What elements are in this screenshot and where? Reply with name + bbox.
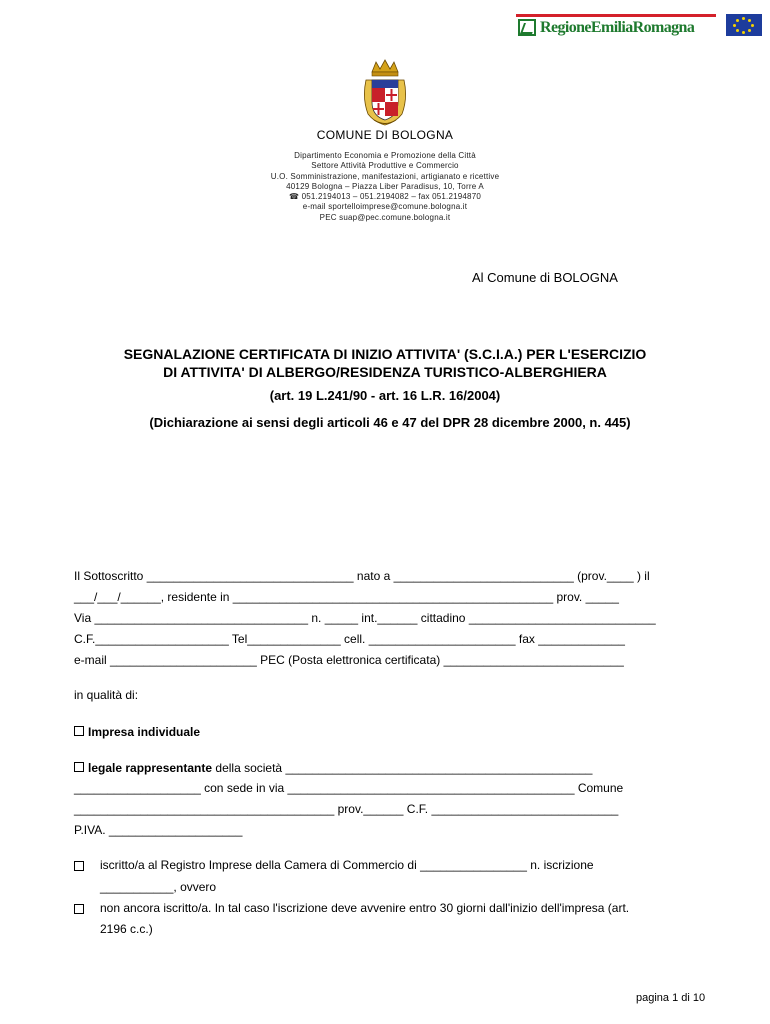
document-title-line2: DI ATTIVITA' DI ALBERGO/RESIDENZA TURISTICO-ALBERGHIERA	[163, 364, 607, 380]
company-name-field[interactable]: della società ______________________________________________	[212, 761, 593, 775]
form-line-company-fiscal[interactable]: _______________________________________ prov.______ C.F. ____________________________	[74, 802, 619, 816]
form-line-contacts[interactable]: C.F.____________________ Tel______________ cell. ______________________ fax _____________	[74, 632, 625, 646]
recipient: Al Comune di BOLOGNA	[472, 270, 618, 285]
checkbox-not-registered[interactable]	[74, 904, 84, 914]
eu-flag-icon	[726, 14, 762, 36]
dept-line: 40129 Bologna – Piazza Liber Paradisus, 10, Torre A	[286, 181, 484, 191]
checkbox-registered[interactable]	[74, 861, 84, 871]
document-title-line1: SEGNALAZIONE CERTIFICATA DI INIZIO ATTIVITA' (S.C.I.A.) PER L'ESERCIZIO	[123, 346, 647, 362]
form-line-email-pec[interactable]: e-mail ______________________ PEC (Posta elettronica certificata) ___________________________	[74, 653, 624, 667]
form-line-piva[interactable]: P.IVA. ____________________	[74, 823, 243, 837]
department-address-block	[230, 151, 540, 223]
dept-line: Dipartimento Economia e Promozione della Città	[294, 151, 476, 160]
option-registered-line1[interactable]: iscritto/a al Registro Imprese della Camera di Commercio di ________________ n. iscrizione	[100, 858, 594, 872]
dept-line: Settore Attività Produttive e Commercio	[311, 161, 459, 171]
option-individual-business-label: Impresa individuale	[88, 725, 201, 739]
declaration-reference: (Dichiarazione ai sensi degli articoli 46 e 47 del DPR 28 dicembre 2000, n. 445)	[149, 415, 631, 430]
page-number: pagina 1 di 10	[636, 992, 706, 1004]
form-line-address[interactable]: Via ________________________________ n. _____ int.______ cittadino ____________________________	[74, 611, 656, 625]
form-line-company-seat[interactable]: ___________________ con sede in via ___________________________________________ Comune	[74, 781, 624, 795]
checkbox-legal-representative[interactable]	[74, 762, 84, 772]
checkbox-individual-business[interactable]	[74, 726, 84, 736]
option-legal-representative[interactable]	[74, 761, 592, 775]
law-reference: (art. 19 L.241/90 - art. 16 L.R. 16/2004)	[269, 388, 501, 403]
region-emblem-icon	[518, 19, 536, 36]
option-not-registered-line2: 2196 c.c.)	[100, 922, 153, 936]
option-not-registered-line1: non ancora iscritto/a. In tal caso l'iscrizione deve avvenire entro 30 giorni dall'inizio dell'impresa (art.	[100, 901, 630, 915]
comune-name: COMUNE DI BOLOGNA	[316, 128, 454, 142]
form-line-name-birth[interactable]: Il Sottoscritto _______________________________ nato a ___________________________ (prov.____ ) il	[74, 569, 650, 583]
logo-red-stripe	[516, 14, 716, 17]
region-logo-text: RegioneEmiliaRomagna	[540, 19, 695, 36]
dept-line: U.O. Somministrazione, manifestazioni, artigianato e ricettive	[270, 171, 500, 181]
option-individual-business[interactable]	[74, 725, 200, 739]
regione-emilia-romagna-logo	[516, 14, 716, 38]
capacity-label: in qualità di:	[74, 688, 139, 702]
dept-email-line: e-mail sportelloimprese@comune.bologna.it	[302, 202, 468, 212]
dept-phone-line: ☎ 051.2194013 – 051.2194082 – fax 051.2194870	[288, 192, 481, 202]
option-legal-representative-label: legale rappresentante	[88, 761, 213, 775]
form-line-residence[interactable]: ___/___/______, residente in ________________________________________________ prov. _____	[74, 590, 619, 604]
comune-di-bologna-crest-icon	[360, 58, 410, 128]
dept-pec-line: PEC suap@pec.comune.bologna.it	[319, 212, 451, 222]
option-registered-line2[interactable]: ___________, ovvero	[100, 880, 217, 894]
